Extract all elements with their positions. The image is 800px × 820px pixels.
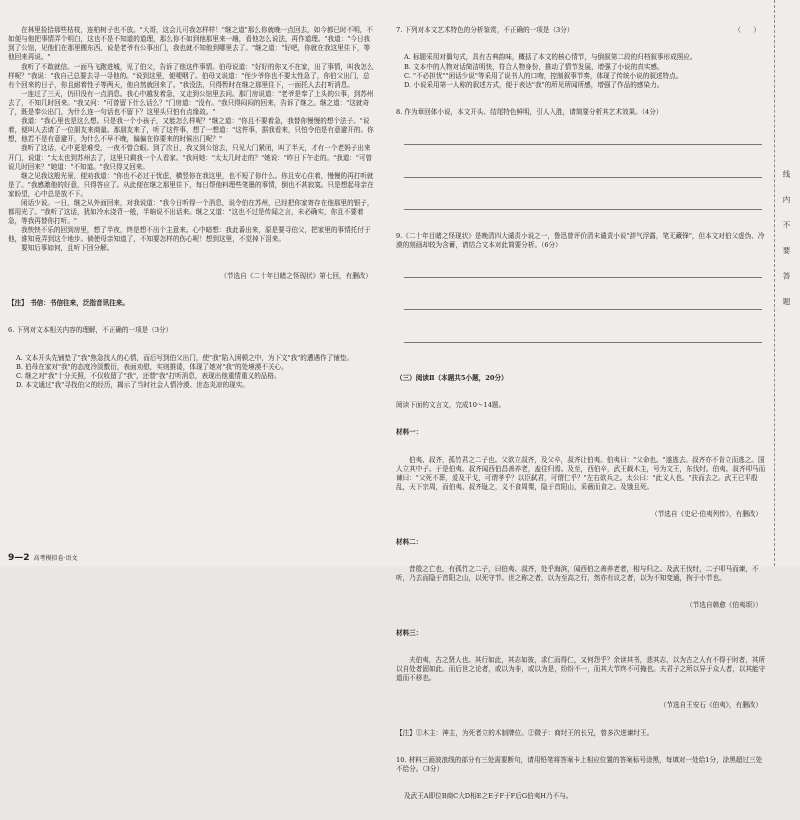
passage-paragraph: 我怏怏不乐的回到房里，想了半夜，终是想不出个主意来。心中暗想：我此番出来，原是要寻伯父，把家里的事情托付于他，谁知竟弄到这个地步。倘使母亲知道了，不知要怎样的伤心呢！想到这里，不觉掉下泪来。 xyxy=(8,226,371,244)
passage-paragraph: 我道："我心里也是这么想。只是我一个小孩子，又能怎么样呢？"继之道："你且不要着急，我替你慢慢的想个法子。"说着，便叫人去请了一位朋友来商量。那朋友来了，听了这件事，想了一想道："这件事，据我看来，只怕令伯是有意避开的。你想，他若不是有意避开，为什么不早不晚，偏偏在你要来的时候出门呢？" xyxy=(8,117,374,144)
material-3-source: （节选自王安石《伯夷》，有删改） xyxy=(659,701,762,710)
page-footer xyxy=(8,553,77,563)
passage-paragraph: 要知后事如何，且听下回分解。 xyxy=(21,244,114,253)
material-1-text: 伯夷、叔齐，孤竹君之二子也。父欲立叔齐，及父卒，叔齐让伯夷。伯夷曰："父命也。"遂逃去。叔齐亦不肯立而逃之。国人立其中子。于是伯夷、叔齐闻西伯昌善养老，盍往归焉。及至，西伯卒，武王载木主，号为文王，东伐纣。伯夷、叔齐叩马而谏曰："父死不葬，爰及干戈，可谓孝乎？以臣弑君，可谓仁乎？"左右欲兵之。太公曰："此义人也。"扶而去之。武王已平殷乱，天下宗周，而伯夷、叔齐耻之，义不食周粟，隐于首阳山，采薇而食之。及饿且死。 xyxy=(396,455,766,492)
question-6-stem: 6. 下列对文本相关内容的理解，不正确的一项是（3分） xyxy=(8,326,173,335)
page-number: 9—2 xyxy=(8,553,30,563)
right-column xyxy=(396,8,766,820)
question-9-stem: 9.《二十年目睹之怪现状》是晚清四大谴责小说之一，鲁迅曾评价清末谴责小说"辞气浮露，笔无藏锋"，但本文对伯父虚伪、冷漠的刻画却较为含蓄，请结合文本对此简要分析。（6分） xyxy=(396,231,765,249)
left-column xyxy=(8,8,376,408)
section-3-title: （三）阅读Ⅱ（本题共5小题，20分） xyxy=(396,373,508,382)
passage-paragraph: 闲话少说。一日，继之从外面回来，对我说道："我今日听得一个消息，说令伯在苏州，已经把你家寄存在他那里的银子，都用光了。"我听了这话，犹如冷水浇背一般，半晌说不出话来。继之又道："这也不过是传闻之言，未必确实，你且不要着急，等我再替你打听。" xyxy=(8,198,374,226)
question-10-stem: 10. 材料三画波浪线的部分有三处需要断句，请用铅笔将答案卡上相应位置的答案标号涂黑，每填对一处给1分，涂黑超过三处不给分。（3分） xyxy=(396,755,763,773)
answer-line[interactable] xyxy=(404,200,762,210)
answer-line[interactable] xyxy=(404,268,762,278)
binding-warning: 线内不要答题 xyxy=(782,170,791,323)
answer-line[interactable] xyxy=(404,168,762,178)
answer-line[interactable] xyxy=(404,300,762,310)
question-6-option: B. 伯母在家对"我"的态度冷淡敷衍，表面劝慰，实则推诿，体现了她对"我"的处境漠不关心。 xyxy=(16,362,288,371)
section-3-intro: 阅读下面的文言文，完成10～14题。 xyxy=(396,401,506,410)
passage-paragraph: 一连过了三天，仍旧没有一点消息。我心中越发着急，又走到公馆里去问。那门房说道："老爷是奉了上头的公事，到苏州去了，不知几时回来。"我又问："可曾留下什么话么？"门房道："没有。"我只得闷闷的回来，告诉了继之。继之道："这就奇了，既是奉公出门，为什么连一句话也不留下？这里头只怕有点缘故。" xyxy=(8,89,374,117)
material-2-source: （节选自韩愈《伯夷颂》） xyxy=(686,601,762,610)
binding-margin xyxy=(774,0,800,566)
passage-paragraph: 继之见我这般光景，便劝我道："你也不必过于忧虑，横竖你在我这里，也不短了你什么。你且安心住着，慢慢的再打听就是了。"我感激他的好意，只得答应了。从此便在继之那里住下，每日帮他料理些笔墨的事情，倒也不甚寂寞。只是想起母亲在家盼望，心中总是放不下。 xyxy=(8,171,374,198)
question-10-line[interactable]: 及武王A即位B商C大D相E之E子F于F后G伯夷H乃不与。 xyxy=(404,792,573,801)
material-2-text: 昔殷之亡也，有孤竹之二子，曰伯夷、叔齐，处乎海滨，闻西伯之善养老者，相与归之。及武王伐纣，二子叩马而谏，不听，乃去而隐于首阳之山，以死守节。世之称之者，以为至高之行，然亦有议之者，以为不知变通，拘于小节也。 xyxy=(396,564,759,582)
passage-source: （节选自《二十年目睹之怪现状》第七回，有删改） xyxy=(220,271,372,280)
passage-paragraph: 我听了这话，心中更是难受，一夜不曾合眼。到了次日，我又到公馆去，只见大门紧闭，叫了半天，才有一个老妈子出来开门，说道："太太也到苏州去了，这里只剩我一个人看家。"我问她："太太几时走的？"她说："昨日下午走的。"我道："可曾说几时回来？"她道："不知道。"我只得又回来。 xyxy=(8,144,373,171)
material-2-label: 材料二： xyxy=(396,537,423,546)
book-title: 高考模拟卷·语文 xyxy=(33,555,78,562)
answer-bracket[interactable]: （ ） xyxy=(734,26,760,35)
question-7-option: C. "不必担忧""闲话少说"等采用了说书人的口吻，控制叙事节奏，体现了传统小说的叙述特点。 xyxy=(404,71,683,80)
question-7-option: A. 标题采用对偶句式，具有古典韵味，概括了本文的核心情节，与倒叙第二段的归档叙事形成照应。 xyxy=(404,53,697,62)
question-7-stem: 7. 下列对本文艺术特色的分析鉴赏，不正确的一项是（3分） （ ） xyxy=(396,26,760,35)
question-6-option: D. 本文通过"我"寻找伯父的经历，揭示了当时社会人情冷漠、世态炎凉的现实。 xyxy=(16,380,249,389)
material-1-source: （节选自《史记·伯夷列传》，有删改） xyxy=(651,510,762,519)
passage-note: 【注】 书信：书信往来，泛指音讯往来。 xyxy=(8,299,129,307)
answer-line[interactable] xyxy=(404,333,762,343)
answer-line[interactable] xyxy=(404,135,762,145)
question-6-option: A. 文本开头先铺垫了"我"焦急找人的心情，而后写到伯父出门，使"我"陷入困顿之中，为下文"我"的遭遇作了铺垫。 xyxy=(16,353,354,362)
novel-passage xyxy=(8,26,376,253)
material-3-text: 夫伯夷，古之贤人也。其行如此，其志如彼，求仁而得仁，又何怨乎？余读其书，悲其志，以为古之人有不得于时者，其所以自处者固如此。而后世之论者，或以为非，或以为是，纷纷不一，而其大节终不可掩也。夫君子之所以异于众人者，以其能守道而不移也。 xyxy=(396,655,766,682)
section-3-note: 【注】①木主：神主，为死者立的木制牌位。②微子：商纣王的长兄，曾多次进谏纣王。 xyxy=(396,728,654,737)
question-8-stem: 8. 作为章回体小说，本文开头、结尾特色鲜明，引人入胜，请简要分析其艺术效果。（4分） xyxy=(396,108,663,117)
question-7-option: D. 小说采用第一人称的叙述方式，便于表达"我"的所见所闻所感，增强了作品的感染力。 xyxy=(404,80,664,89)
question-6-option: C. 继之对"我"十分关照，不仅收留了"我"，还替"我"打听消息，表现出他重情重义的品格。 xyxy=(16,371,281,380)
passage-paragraph: 我听了不敢就信。一面马飞跑进城，见了伯父，告诉了他这件事情。伯母说道："好好的你又不在家，出了事情，叫我怎么样呢？"我说："我自己总要去寻一寻他的。"说到这里，便哽咽了。伯母又说道："侄少爷你也不要太性急了，你伯父出门，总有个回来的日子，你且耐着性子等两天，他自然就回来了。"我没法，只得暂时在继之那里住下，一面托人去打听消息。 xyxy=(8,62,374,89)
material-3-label: 材料三： xyxy=(396,628,423,637)
question-6-options xyxy=(8,354,376,390)
passage-paragraph: 在林里捡拾那些枯枝，连柏树子也不放。"大哥，这会儿可我怎样样！"继之道"那么你就晚一点回去，如今都已时不明，不如便与他把事情弄个明白，这也不是不知道的道理，那么你不如到他那里来一趟，看他怎么说法，再作道理。"我道："今日我到了公馆，见他们在那里搬东西，说是老爷有公事出门，我也就不知他到哪里去了。"继之道："好吧，你就在我这里住下，等他回来再说。" xyxy=(8,26,373,62)
question-7-options xyxy=(396,53,766,89)
question-7-option: B. 文本中的人物对话简洁明快，符合人物身份，推动了情节发展，增强了小说的真实感。 xyxy=(404,62,664,71)
material-1-label: 材料一： xyxy=(396,428,423,437)
